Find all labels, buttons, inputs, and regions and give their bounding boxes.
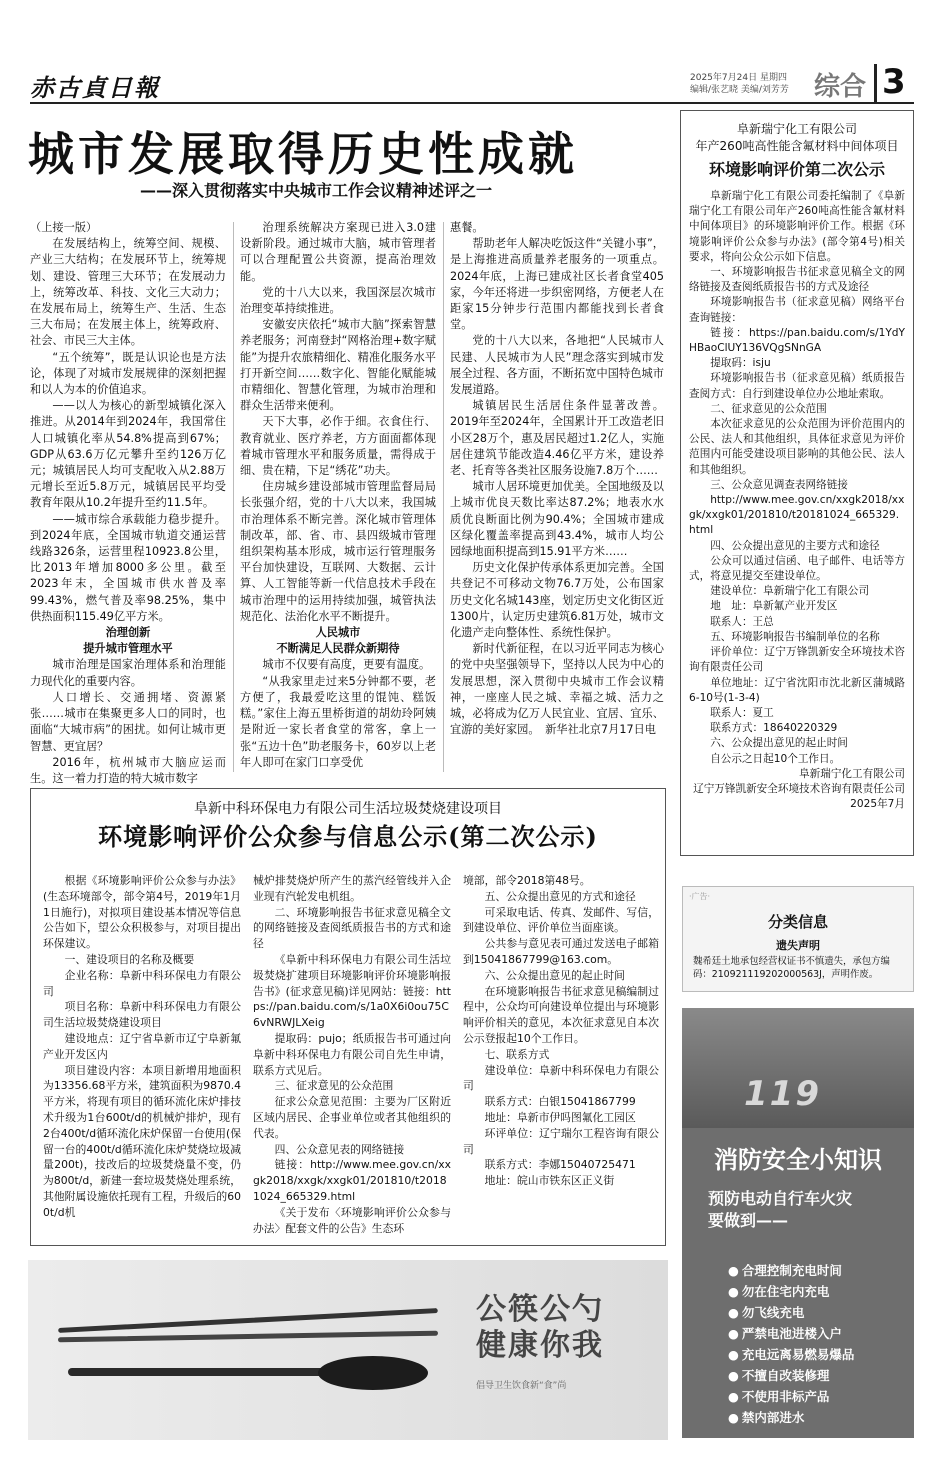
paragraph: 项目名称：阜新中科环保电力有限公司生活垃圾焚烧建设项目 [43,1000,241,1030]
paragraph: 公众可以通过信函、电子邮件、电话等方式，将意见提交至建设单位。 [689,554,905,583]
paragraph: 企业名称：阜新中科环保电力有限公司 [43,968,241,998]
paragraph: 单位地址：辽宁省沈阳市沈北新区蒲城路6-10号(1-3-4) [689,676,905,704]
environment-notice-ruining [680,110,914,856]
column-rule [443,222,444,772]
column-rule [233,222,234,772]
notice-header: 阜新中科环保电力有限公司生活垃圾焚烧建设项目 [194,801,502,817]
link-text[interactable]: http://www.mee.gov.cn/xxgk2018/xxgk/xxgk01/201810/t20181024_665329.html [689,494,905,537]
paragraph: 建设单位：阜新瑞宁化工有限公司 [710,585,870,598]
paragraph: 提取码：pujo；纸质报告书可通过向阜新中科环保电力有限公司自先生申请，联系方式见后。 [253,1031,451,1077]
paragraph: 联系方式：18640220329 [710,722,838,735]
issue-date: 2025年7月24日 星期四 [690,73,787,83]
page-divider [874,64,877,102]
chopstick-icon [58,1308,438,1333]
paragraph: 建设单位：阜新中科环保电力有限公司 [463,1063,659,1093]
paragraph: 惠餐。 [450,221,484,234]
paragraph: 六、公众提出意见的起止时间 [710,737,848,750]
paragraph: 二、环境影响报告书征求意见稿全文的网络链接及查阅纸质报告书的方式和途径 [253,905,451,951]
environment-notice-zhongke [30,788,666,1246]
paragraph: 联系方式：李娜15040725471 [484,1158,636,1172]
paragraph: 安徽安庆依托“城市大脑”探索智慧养老服务；河南登封“网格治理+数字赋能”为提升农旅精细化、精准化服务水平打开新空间……数字化、智能化赋能城市精细化、智慧化管理，为城市治理和群众生活带来便利。 [240,318,436,413]
slogan-line: 健康你我 [476,1328,604,1363]
paragraph: 天下大事，必作于细。衣食住行、教育就业、医疗养老，方方面面都体现着城市管理水平和服务质量，需得成于细、贵在精，下足“绣花”功夫。 [240,415,436,478]
link-text[interactable]: 链接：http://www.mee.gov.cn/xxgk2018/xxgk/xxgk01/201810/t20181024_665329.html [253,1158,451,1203]
paragraph: 建设地点：辽宁省阜新市辽宁阜新氟产业开发区内 [43,1031,241,1061]
paragraph: 自公示之日起10个工作日。 [710,752,841,765]
paragraph: 2016年，杭州城市大脑应运而生。这一着力打造的特大城市数字 [30,755,226,785]
paragraph: 《阜新中科环保电力有限公司生活垃圾焚烧扩建项目环境影响评价环境影响报告书》(征求意见稿)详见网站：链接：https://pan.baidu.com/s/1a0X6i0ou75C6vNRWJLXeig [253,952,451,1030]
paragraph: 三、公众意见调查表网络链接 [710,478,848,491]
editor-line: 编辑/张艺晓 美编/刘芳芳 [690,85,789,95]
paragraph: 二、征求意见的公众范围 [710,402,827,415]
list-item: ● 严禁电池进楼入户 [728,1323,854,1344]
paragraph: 五、环境影响报告书编制单位的名称 [710,630,880,643]
paragraph: 在发展结构上，统筹空间、规模、产业三大结构；在发展环节上，统筹规划、建设、管理三大环节；在发展动力上，统筹改革、科技、文化三大动力；在发展布局上，统筹生产、生活、生态三大布局；在发展主体上，统筹政府、社会、市民三大主体。 [30,237,226,348]
paragraph: 地址：皖山市铁东区正义街 [484,1174,615,1188]
newspaper-logo: 赤古貞日報 [30,73,160,102]
article-column-2 [240,220,436,776]
paragraph: “从我家里走过来5分钟都不要，老方便了，我最爱吃这里的馄饨、糕饭糕。”家住上海五里桥街道的胡幼玲阿姨是附近一家长者食堂的常客，拿上一张“五边十色”助老服务卡，60岁以上老年人即可在家门口享受优 [240,674,436,769]
slogan-line: 公筷公勺 [476,1292,604,1327]
article-headline: 城市发展取得历史性成就 [28,127,578,181]
list-item: ● 不使用非标产品 [728,1386,854,1407]
paragraph: 住房城乡建设部城市管理监督局局长张强介绍，党的十八大以来，我国城市治理体系不断完善。深化城市管理体制改革，部、省、市、县四级城市管理组织架构基本形成，城市运行管理服务平台加快建设，互联网、大数据、云计算、人工智能等新一代信息技术手段在城市治理中的运用持续加强，城管执法规范化、法治化水平不断提升。 [240,480,436,623]
spoon-bowl-icon [318,1356,428,1390]
ad-tag: ·广告· [689,892,711,901]
paragraph: 项目建设内容：本项目新增用地面积为13356.68平方米，建筑面积为9870.4平方米，将现有项目的循环流化床炉排技术升级为1台600t/d的机械炉排炉，现有2台400t/d循环流化床炉保留一台使用(保留一台的400t/d循环流化床炉焚烧垃圾减量200t)，技改后的垃圾焚烧量不变，仍为800t/d，新建一套垃圾焚烧处理系统，其他附属设施依托现有工程，升级后的600t/d机 [43,1063,241,1219]
list-item: ● 不擅自改装修理 [728,1365,854,1386]
paragraph: 联系人：王总 [710,615,774,628]
section-heading: 不断满足人民群众新期待 [276,642,400,656]
list-item: ● 充电远离易燃易爆品 [728,1344,854,1365]
paragraph: 党的十八大以来，我国深层次城市治理变革持续推进。 [240,285,436,316]
fire-ad-title: 消防安全小知识 [714,1146,882,1174]
notice-title: 环境影响评价第二次公示 [708,160,885,179]
list-item: ● 禁内部进水 [728,1407,854,1428]
paragraph: 在环境影响报告书征求意见稿编制过程中，公众均可向建设单位提出与环境影响评价相关的意见，本次征求意见自本次公示登报起10个工作日。 [463,984,659,1045]
paragraph: 治理系统解决方案现已进入3.0建设新阶段。通过城市大脑，城市管理者可以合理配置公共资源，提高治理效能。 [240,221,436,283]
paragraph: 党的十八大以来，各地把“人民城市人民建、人民城市为人民”理念落实到城市发展全过程、各方面，不断拓宽中国特色城市发展道路。 [450,334,664,397]
spoon-handle-icon [68,1368,328,1376]
public-chopsticks-ad [28,1260,668,1440]
notice-company: 阜新瑞宁化工有限公司 [736,122,857,136]
classified-ads [682,886,914,992]
section-heading: 治理创新 [105,626,151,640]
section-name: 综合 [814,72,867,102]
subtitle-line: 要做到—— [708,1211,789,1230]
paragraph: 联系人：夏工 [710,706,774,719]
paragraph: 可采取电话、传真、发邮件、写信，到建设单位、评价单位当面座谈。 [463,905,659,935]
paragraph: 环评单位：辽宁瑞尔工程咨询有限公司 [463,1126,659,1156]
list-item: ● 勿在住宅内充电 [728,1281,854,1302]
link-text[interactable]: 链接：https://pan.baidu.com/s/1YdYHBaoClUY136VQgSNnGA [689,326,905,355]
section-heading: 人民城市 [315,626,361,640]
paragraph: ——以人为核心的新型城镇化深入推进。从2014年到2024年，我国常住人口城镇化率从54.8%提高到67%；GDP从63.6万亿元攀升至约126万亿元；城镇居民人均可支配收入从2.88万元增长至近5.8万元，城镇居民平均受教育年限从10.2年提升至约11.5年。 [30,399,226,510]
paragraph: 提取码：isju [710,357,771,370]
fire-safety-ad [682,1008,914,1438]
page-number: 3 [882,62,906,102]
article-column-3 [450,220,664,776]
emergency-number: 119 [744,1074,821,1114]
ad-tagline: 倡导卫生饮食新“食”尚 [476,1381,567,1391]
paragraph: 一、建设项目的名称及概要 [64,952,195,966]
classified-body: 魏希廷土地承包经营权证书不慎遗失，承包方编码：210921119202000563J，声明作废。 [693,956,890,980]
paragraph: 一、环境影响报告书征求意见稿全文的网络链接及查阅纸质报告书的方式及途径 [689,266,905,294]
signature-date: 2025年7月 [850,798,905,811]
paragraph: 五、公众提出意见的方式和途径 [484,889,636,903]
paragraph: 帮助老年人解决吃饭这件“关键小事”，是上海推进高质量养老服务的一项重点。2024年底，上海已建成社区长者食堂405家，今年还将进一步织密网络，方便老人在距家15分钟步行范围内都能找到长者食堂。 [450,237,664,332]
paragraph: ——城市综合承载能力稳步提升。到2024年底，全国城市轨道交通运营线路326条，运营里程10923.8公里，比2013年增加8000多公里。截至2023年末，全国城市供水普及率99.43%，燃气普及率98.25%，集中供热面积115.49亿平方米。 [30,512,226,623]
paragraph: 四、公众提出意见的主要方式和途径 [710,539,880,552]
paragraph: 历史文化保护传承体系更加完善。全国共登记不可移动文物76.7万处，公布国家历史文化名城143座，划定历史文化街区近1300片，认定历史建筑6.81万处，城市文化遗产走向整体性、系统性保护。 [450,561,664,640]
fire-ad-subtitle [708,1188,852,1232]
signature: 辽宁万锋凯新安全环境技术咨询有限责任公司 [693,782,905,795]
notice-column-2 [253,873,451,1243]
paragraph: 七、联系方式 [484,1047,550,1061]
paragraph: 地址：阜新市伊吗图氟化工园区 [484,1110,636,1124]
notice-title: 环境影响评价公众参与信息公示(第二次公示) [98,822,598,851]
subtitle-line: 预防电动自行车火灾 [708,1189,853,1208]
paragraph: 阜新瑞宁化工有限公司委托编制了《阜新瑞宁化工有限公司年产260吨高性能含氟材料中间体项目》的环境影响评价工作。根据《环境影响评价公众参与办法》(部令第4号)相关要求，将向公众公示如下信息。 [689,190,905,263]
notice-column-3 [463,873,659,1243]
paragraph: 境部，部令2018第48号。 [463,874,591,887]
paragraph: 城镇居民生活居住条件显著改善。2019年至2024年，全国累计开工改造老旧小区28万个，惠及居民超过1.2亿人，实施居住建筑节能改造4.46亿平方米，建设养老、托育等各类社区服务设施7.8万个…… [450,399,664,478]
section-heading: 提升城市管理水平 [83,642,173,656]
paragraph: 城市治理是国家治理体系和治理能力现代化的重要内容。 [30,658,226,688]
classified-subtitle: 遗失声明 [776,939,820,952]
paragraph: 评价单位：辽宁万锋凯新安全环境技术咨询有限责任公司 [689,646,905,674]
paragraph: 联系方式：白银15041867799 [484,1095,636,1109]
paragraph: 征求公众意见范围：主要为厂区附近区域内居民、企事业单位或者其他组织的代表。 [253,1095,451,1140]
paragraph: “五个统筹”，既是认识论也是方法论，体现了对城市发展规律的深刻把握和以人为本的价值追求。 [30,350,226,397]
notice-project: 年产260吨高性能含氟材料中间体项目 [695,139,899,153]
paragraph: 环境影响报告书（征求意见稿）纸质报告查阅方式：自行到建设单位办公地址索取。 [689,372,905,400]
masthead [30,64,914,104]
notice-body [681,189,913,812]
paragraph: 械炉排焚烧炉所产生的蒸汽经管线并入企业现有汽轮发电机组。 [253,874,451,903]
fire-tips-list [728,1260,854,1428]
article-column-1 [30,220,226,785]
list-item: ● 合理控制充电时间 [728,1260,854,1281]
paragraph: 本次征求意见的公众范围为评价范围内的公民、法人和其他组织，具体征求意见为评价范围内可能受建设项目影响的其他公民、法人和其他组织。 [689,418,905,476]
chopstick-icon [58,1331,438,1343]
ad-slogan [476,1292,604,1364]
paragraph: 根据《环境影响评价公众参与办法》(生态环境部令，部令第4号，2019年1月1日施行)，对拟项目建设基本情况等信息公告如下，望公众积极参与，对项目提出环保建议。 [43,874,241,951]
paragraph: 新时代新征程，在以习近平同志为核心的党中央坚强领导下，坚持以人民为中心的发展思想，深入贯彻中央城市工作会议精神，一座座人民之城、幸福之城、活力之城，必将成为亿万人民宜业、宜居、宜乐、宜游的美好家园。 新华社北京7月17日电 [450,642,664,737]
paragraph: 城市不仅要有高度，更要有温度。 [262,658,431,672]
paragraph: 四、公众意见表的网络链接 [274,1142,405,1156]
paragraph: （上接一版） [30,221,98,234]
paragraph: 城市人居环境更加优美。全国地级及以上城市优良天数比率达87.2%；地表水水质优良断面比例为90.4%；全国城市建成区绿化覆盖率提高到43.4%，城市人均公园绿地面积提高到15.91平方米…… [450,480,664,559]
paragraph: 地 址：阜新氟产业开发区 [710,600,838,613]
paragraph: 环境影响报告书（征求意见稿）网络平台查询链接： [689,296,905,324]
paragraph: 六、公众提出意见的起止时间 [484,968,625,982]
article-subheadline: ——深入贯彻落实中央城市工作会议精神述评之一 [140,181,493,200]
classified-title: 分类信息 [767,913,828,931]
paragraph: 《关于发布〈环境影响评价公众参与办法〉配套文件的公告》生态环 [253,1205,451,1235]
paragraph: 人口增长、交通拥堵、资源紧张……城市在集聚更多人口的同时，也面临“大城市病”的困扰。如何让城市更智慧、更宜居？ [30,690,226,753]
paragraph: 公共参与意见表可通过发送电子邮箱到15041867799@163.com。 [463,937,659,966]
signature: 阜新瑞宁化工有限公司 [799,767,905,780]
list-item: ● 勿飞线充电 [728,1302,854,1323]
paragraph: 三、征求意见的公众范围 [274,1079,394,1093]
notice-column-1 [43,873,241,1243]
